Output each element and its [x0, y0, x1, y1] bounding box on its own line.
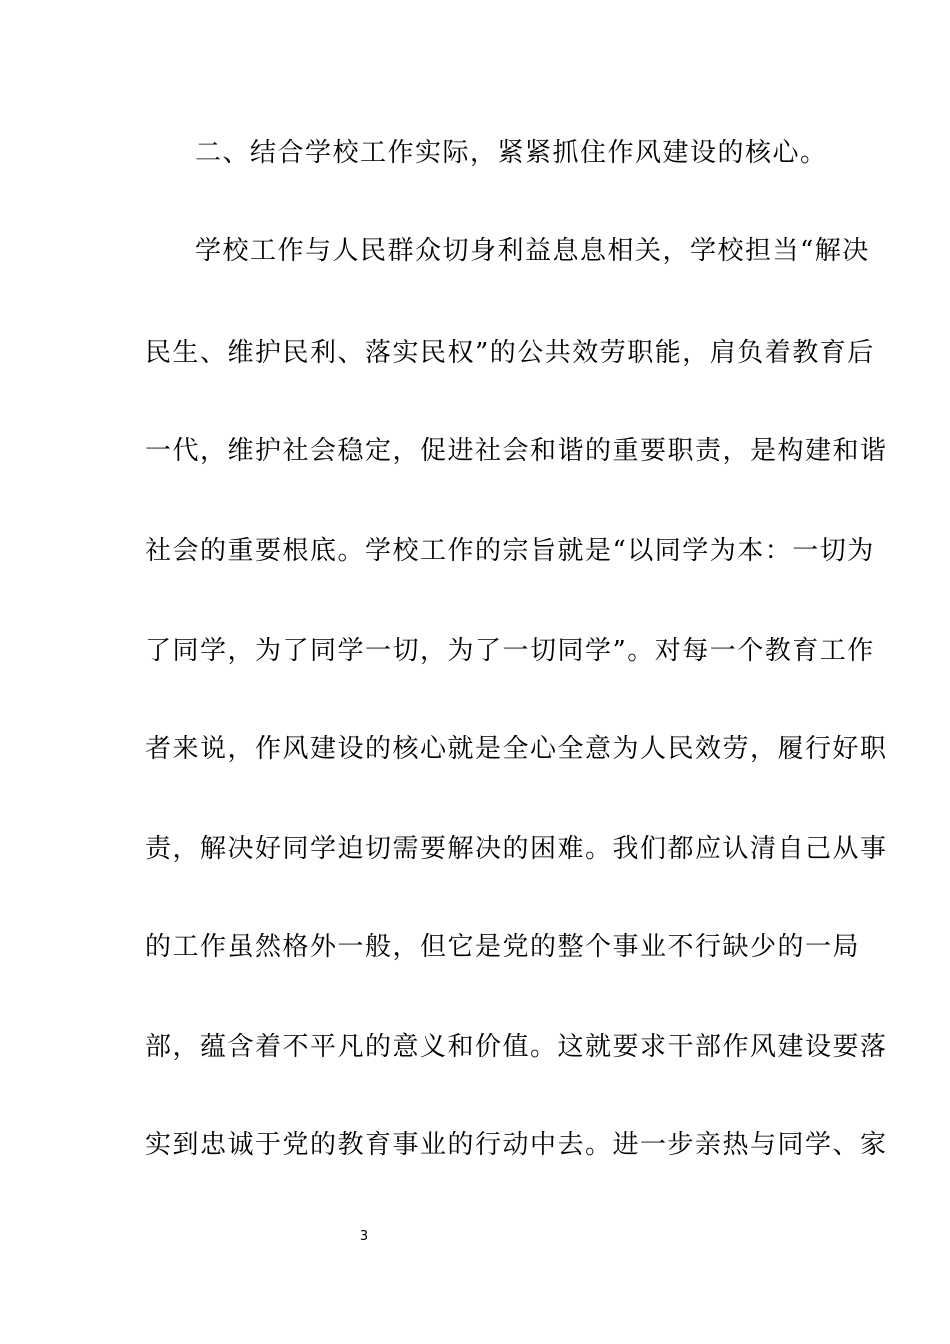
section-heading: 二、结合学校工作实际，紧紧抓住作风建设的核心。	[195, 138, 828, 168]
paragraph-line: 学校工作与人民群众切身利益息息相关，学校担当“解决	[195, 236, 870, 266]
paragraph-line: 民生、维护民利、落实民权”的公共效劳职能，肩负着教育后	[145, 338, 875, 368]
page-number: 3	[359, 1229, 369, 1244]
paragraph-line: 部，蕴含着不平凡的意义和价值。这就要求干部作风建设要落	[145, 1032, 888, 1062]
paragraph-line: 责，解决好同学迫切需要解决的困难。我们都应认清自己从事	[145, 834, 888, 864]
paragraph-line: 一代，维护社会稳定，促进社会和谐的重要职责，是构建和谐	[145, 436, 888, 466]
paragraph-line: 的工作虽然格外一般，但它是党的整个事业不行缺少的一局	[145, 932, 861, 962]
paragraph-line: 社会的重要根底。学校工作的宗旨就是“以同学为本：一切为	[145, 536, 875, 566]
paragraph-line: 者来说，作风建设的核心就是全心全意为人民效劳，履行好职	[145, 734, 888, 764]
paragraph-line: 了同学，为了同学一切，为了一切同学”。对每一个教育工作	[145, 636, 875, 666]
paragraph-line: 实到忠诚于党的教育事业的行动中去。进一步亲热与同学、家	[145, 1130, 888, 1160]
